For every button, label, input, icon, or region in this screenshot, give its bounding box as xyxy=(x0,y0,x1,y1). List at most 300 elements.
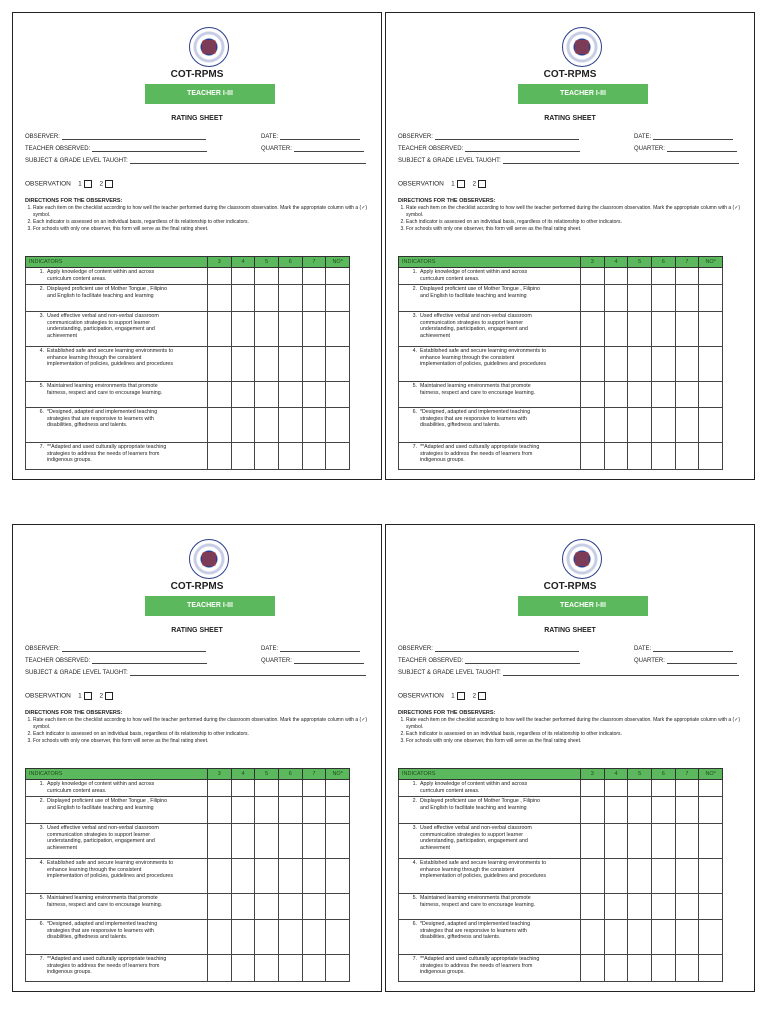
date-line[interactable] xyxy=(653,134,733,140)
rating-cell[interactable] xyxy=(302,312,326,347)
quarter-line[interactable] xyxy=(667,658,737,664)
observer-field[interactable] xyxy=(25,134,206,140)
rating-cell[interactable] xyxy=(302,347,326,382)
date-label: DATE: xyxy=(634,646,652,652)
rating-cell[interactable] xyxy=(302,443,326,470)
rating-cell[interactable] xyxy=(604,859,628,894)
rating-cell[interactable] xyxy=(675,285,699,312)
table-header-row xyxy=(26,257,350,268)
subject-grade-line[interactable] xyxy=(503,670,739,676)
rating-cell[interactable] xyxy=(278,285,302,312)
rating-cell[interactable] xyxy=(675,347,699,382)
teacher-observed-line[interactable] xyxy=(92,146,207,152)
rating-cell[interactable] xyxy=(326,780,350,797)
observation-option-1-label: 1 xyxy=(451,692,455,700)
indicator-cell xyxy=(26,443,208,470)
rating-cell[interactable] xyxy=(699,443,723,470)
indicator-number: 1. xyxy=(39,269,44,275)
indicator-cell xyxy=(26,780,208,797)
direction-item: 1. Rate each item on the checklist according to how well the teacher performed during the classroom observation. Mark the appropriate column with a (✓) symbol. xyxy=(33,205,375,219)
rating-cell[interactable] xyxy=(699,312,723,347)
rating-cell[interactable] xyxy=(326,797,350,824)
indicator-row xyxy=(26,312,350,347)
teacher-observed-field[interactable] xyxy=(398,146,580,152)
rating-cell[interactable] xyxy=(255,894,279,920)
teacher-observed-line[interactable] xyxy=(465,658,580,664)
rating-cell[interactable] xyxy=(699,285,723,312)
indicator-row xyxy=(399,955,723,982)
rating-cell[interactable] xyxy=(208,780,232,797)
indicator-cell xyxy=(26,920,208,955)
rating-cell[interactable] xyxy=(255,268,279,285)
rating-cell[interactable] xyxy=(208,312,232,347)
rating-cell[interactable] xyxy=(208,268,232,285)
rating-cell[interactable] xyxy=(231,797,255,824)
subject-grade-field[interactable] xyxy=(25,670,366,676)
directions-heading: DIRECTIONS FOR THE OBSERVERS: xyxy=(398,198,496,204)
rating-cell[interactable] xyxy=(581,894,605,920)
rating-cell[interactable] xyxy=(628,955,652,982)
indicators-header: INDICATORS xyxy=(399,257,581,268)
teacher-observed-field[interactable] xyxy=(25,658,207,664)
indicator-row xyxy=(26,382,350,408)
rating-cell[interactable] xyxy=(628,894,652,920)
observation-2-checkbox[interactable] xyxy=(105,692,113,700)
indicator-row xyxy=(26,955,350,982)
rating-cell[interactable] xyxy=(604,268,628,285)
score-6-header: 6 xyxy=(651,769,675,780)
rating-cell[interactable] xyxy=(208,824,232,859)
rating-cell[interactable] xyxy=(581,347,605,382)
rating-cell[interactable] xyxy=(628,859,652,894)
rating-cell[interactable] xyxy=(675,382,699,408)
rating-cell[interactable] xyxy=(231,920,255,955)
rating-cell[interactable] xyxy=(278,408,302,443)
quarter-label: QUARTER: xyxy=(261,658,292,664)
direction-item: 3. For schools with only one observer, this form will serve as the final rating sheet. xyxy=(33,226,375,233)
rating-cell[interactable] xyxy=(581,443,605,470)
indicator-number: 2. xyxy=(412,286,417,292)
indicator-number: 1. xyxy=(412,269,417,275)
observer-line[interactable] xyxy=(62,134,206,140)
observer-field[interactable] xyxy=(398,646,579,652)
indicators-header: INDICATORS xyxy=(26,769,208,780)
score-7-header: 7 xyxy=(302,769,326,780)
observation-option-1-label: 1 xyxy=(78,692,82,700)
quarter-label: QUARTER: xyxy=(634,146,665,152)
rating-cell[interactable] xyxy=(231,780,255,797)
observer-line[interactable] xyxy=(62,646,206,652)
score-7-header: 7 xyxy=(302,257,326,268)
rating-cell[interactable] xyxy=(628,347,652,382)
score-7-header: 7 xyxy=(675,257,699,268)
rating-cell[interactable] xyxy=(231,268,255,285)
subject-grade-line[interactable] xyxy=(130,158,366,164)
rating-cell[interactable] xyxy=(651,285,675,312)
rating-cell[interactable] xyxy=(675,312,699,347)
subject-grade-field[interactable] xyxy=(25,158,366,164)
teacher-level-band: TEACHER I-III xyxy=(518,596,648,616)
rating-cell[interactable] xyxy=(231,312,255,347)
observation-1-checkbox[interactable] xyxy=(457,692,465,700)
rating-cell[interactable] xyxy=(302,382,326,408)
indicators-rating-table xyxy=(398,256,723,470)
rating-cell[interactable] xyxy=(628,780,652,797)
rating-cell[interactable] xyxy=(302,894,326,920)
indicator-number: 2. xyxy=(412,798,417,804)
observation-2-checkbox[interactable] xyxy=(478,692,486,700)
rating-cell[interactable] xyxy=(628,312,652,347)
date-field[interactable] xyxy=(261,646,360,652)
observation-1-checkbox[interactable] xyxy=(457,180,465,188)
rating-cell[interactable] xyxy=(699,797,723,824)
rating-cell[interactable] xyxy=(326,312,350,347)
rating-cell[interactable] xyxy=(326,443,350,470)
rating-cell[interactable] xyxy=(255,797,279,824)
quarter-field[interactable] xyxy=(634,658,737,664)
rating-cell[interactable] xyxy=(675,859,699,894)
rating-cell[interactable] xyxy=(604,312,628,347)
rating-cell[interactable] xyxy=(255,408,279,443)
rating-sheet-heading: RATING SHEET xyxy=(171,115,223,122)
indicator-text: *Designed, adapted and implemented teaching strategies that are responsive to learners with disabilities, giftedness and talents. xyxy=(420,921,531,940)
rating-cell[interactable] xyxy=(302,797,326,824)
rating-cell[interactable] xyxy=(208,955,232,982)
rating-cell[interactable] xyxy=(675,443,699,470)
observation-1-checkbox[interactable] xyxy=(84,180,92,188)
rating-cell[interactable] xyxy=(302,268,326,285)
rating-cell[interactable] xyxy=(675,955,699,982)
quarter-line[interactable] xyxy=(667,146,737,152)
rating-cell[interactable] xyxy=(278,780,302,797)
rating-cell[interactable] xyxy=(231,285,255,312)
rating-cell[interactable] xyxy=(651,312,675,347)
rating-cell[interactable] xyxy=(255,443,279,470)
rating-cell[interactable] xyxy=(581,312,605,347)
rating-cell[interactable] xyxy=(231,347,255,382)
rating-cell[interactable] xyxy=(628,824,652,859)
rating-cell[interactable] xyxy=(581,268,605,285)
rating-cell[interactable] xyxy=(604,408,628,443)
rating-cell[interactable] xyxy=(278,797,302,824)
rating-cell[interactable] xyxy=(699,824,723,859)
rating-cell[interactable] xyxy=(651,347,675,382)
rating-cell[interactable] xyxy=(628,920,652,955)
rating-cell[interactable] xyxy=(326,285,350,312)
rating-cell[interactable] xyxy=(699,347,723,382)
rating-cell[interactable] xyxy=(255,312,279,347)
subject-grade-field[interactable] xyxy=(398,158,739,164)
indicator-number: 7. xyxy=(39,444,44,450)
rating-cell[interactable] xyxy=(208,797,232,824)
rating-cell[interactable] xyxy=(326,382,350,408)
rating-cell[interactable] xyxy=(651,797,675,824)
rating-cell[interactable] xyxy=(278,894,302,920)
rating-cell[interactable] xyxy=(326,894,350,920)
rating-cell[interactable] xyxy=(699,408,723,443)
rating-cell[interactable] xyxy=(651,955,675,982)
rating-cell[interactable] xyxy=(208,347,232,382)
indicator-row xyxy=(399,408,723,443)
rating-cell[interactable] xyxy=(604,894,628,920)
rating-cell[interactable] xyxy=(699,268,723,285)
rating-cell[interactable] xyxy=(651,408,675,443)
quarter-line[interactable] xyxy=(294,658,364,664)
rating-cell[interactable] xyxy=(651,780,675,797)
indicator-cell xyxy=(26,894,208,920)
rating-cell[interactable] xyxy=(208,382,232,408)
rating-cell[interactable] xyxy=(651,894,675,920)
subject-grade-line[interactable] xyxy=(503,158,739,164)
rating-cell[interactable] xyxy=(581,382,605,408)
rating-cell[interactable] xyxy=(699,382,723,408)
indicator-row xyxy=(26,859,350,894)
rating-cell[interactable] xyxy=(699,920,723,955)
observation-selector xyxy=(398,180,492,188)
date-field[interactable] xyxy=(634,134,733,140)
rating-cell[interactable] xyxy=(255,955,279,982)
rating-cell[interactable] xyxy=(628,408,652,443)
rating-cell[interactable] xyxy=(604,955,628,982)
teacher-observed-line[interactable] xyxy=(92,658,207,664)
indicators-rating-table xyxy=(398,768,723,982)
rating-cell[interactable] xyxy=(581,408,605,443)
not-observed-header: NO* xyxy=(699,769,723,780)
indicator-cell xyxy=(399,312,581,347)
indicator-number: 3. xyxy=(412,313,417,319)
rating-cell[interactable] xyxy=(628,382,652,408)
rating-cell[interactable] xyxy=(326,920,350,955)
indicator-number: 7. xyxy=(412,444,417,450)
observer-label: OBSERVER: xyxy=(25,134,60,140)
rating-cell[interactable] xyxy=(255,285,279,312)
date-line[interactable] xyxy=(280,646,360,652)
rating-cell[interactable] xyxy=(604,347,628,382)
rating-cell[interactable] xyxy=(208,285,232,312)
date-line[interactable] xyxy=(653,646,733,652)
rating-cell[interactable] xyxy=(326,268,350,285)
rating-cell[interactable] xyxy=(581,859,605,894)
rating-cell[interactable] xyxy=(604,780,628,797)
rating-cell[interactable] xyxy=(231,894,255,920)
rating-cell[interactable] xyxy=(255,347,279,382)
rating-cell[interactable] xyxy=(604,285,628,312)
indicator-text: Maintained learning environments that promote fairness, respect and care to encourage learning. xyxy=(420,895,536,908)
rating-cell[interactable] xyxy=(699,780,723,797)
rating-cell[interactable] xyxy=(278,268,302,285)
rating-cell[interactable] xyxy=(231,443,255,470)
rating-cell[interactable] xyxy=(699,894,723,920)
rating-cell[interactable] xyxy=(255,824,279,859)
rating-cell[interactable] xyxy=(302,920,326,955)
rating-cell[interactable] xyxy=(231,824,255,859)
indicator-row xyxy=(399,312,723,347)
indicator-cell xyxy=(26,268,208,285)
teacher-level-band: TEACHER I-III xyxy=(145,84,275,104)
direction-item: 2. Each indicator is assessed on an individual basis, regardless of its relationship to other indicators. xyxy=(33,219,375,226)
teacher-observed-line[interactable] xyxy=(465,146,580,152)
table-header-row xyxy=(26,769,350,780)
subject-grade-field[interactable] xyxy=(398,670,739,676)
indicator-cell xyxy=(399,955,581,982)
indicator-cell xyxy=(399,894,581,920)
observer-field[interactable] xyxy=(25,646,206,652)
rating-cell[interactable] xyxy=(326,955,350,982)
date-line[interactable] xyxy=(280,134,360,140)
rating-cell[interactable] xyxy=(278,859,302,894)
rating-cell[interactable] xyxy=(231,955,255,982)
indicator-cell xyxy=(26,955,208,982)
rating-cell[interactable] xyxy=(604,382,628,408)
rating-cell[interactable] xyxy=(278,443,302,470)
rating-cell[interactable] xyxy=(255,859,279,894)
teacher-observed-field[interactable] xyxy=(25,146,207,152)
rating-cell[interactable] xyxy=(302,780,326,797)
quarter-line[interactable] xyxy=(294,146,364,152)
rating-cell[interactable] xyxy=(604,443,628,470)
score-3-header: 3 xyxy=(581,769,605,780)
rating-cell[interactable] xyxy=(651,859,675,894)
quarter-field[interactable] xyxy=(261,146,364,152)
rating-cell[interactable] xyxy=(675,408,699,443)
rating-cell[interactable] xyxy=(628,285,652,312)
rating-cell[interactable] xyxy=(231,859,255,894)
direction-item: 2. Each indicator is assessed on an individual basis, regardless of its relationship to other indicators. xyxy=(406,731,748,738)
rating-cell[interactable] xyxy=(326,347,350,382)
rating-cell[interactable] xyxy=(278,824,302,859)
indicator-row xyxy=(399,443,723,470)
rating-cell[interactable] xyxy=(278,382,302,408)
indicator-number: 6. xyxy=(412,409,417,415)
rating-cell[interactable] xyxy=(231,408,255,443)
observation-2-checkbox[interactable] xyxy=(478,180,486,188)
rating-cell[interactable] xyxy=(675,920,699,955)
rating-cell[interactable] xyxy=(699,859,723,894)
score-6-header: 6 xyxy=(278,769,302,780)
rating-cell[interactable] xyxy=(628,268,652,285)
rating-cell[interactable] xyxy=(581,285,605,312)
subject-grade-line[interactable] xyxy=(130,670,366,676)
observer-line[interactable] xyxy=(435,134,579,140)
score-3-header: 3 xyxy=(208,769,232,780)
observer-field[interactable] xyxy=(398,134,579,140)
indicator-cell xyxy=(26,382,208,408)
rating-cell[interactable] xyxy=(581,920,605,955)
direction-item: 2. Each indicator is assessed on an individual basis, regardless of its relationship to other indicators. xyxy=(406,219,748,226)
rating-cell[interactable] xyxy=(208,408,232,443)
quarter-field[interactable] xyxy=(634,146,737,152)
quarter-field[interactable] xyxy=(261,658,364,664)
rating-cell[interactable] xyxy=(604,797,628,824)
date-label: DATE: xyxy=(261,134,279,140)
indicator-row xyxy=(399,347,723,382)
rating-cell[interactable] xyxy=(581,955,605,982)
indicator-text: Displayed proficient use of Mother Tongue , Filipino and English to facilitate teaching and learning xyxy=(420,286,541,299)
rating-cell[interactable] xyxy=(651,920,675,955)
rating-cell[interactable] xyxy=(628,797,652,824)
rating-sheet-2 xyxy=(385,12,755,480)
teacher-observed-field[interactable] xyxy=(398,658,580,664)
indicator-row xyxy=(26,824,350,859)
score-5-header: 5 xyxy=(255,769,279,780)
rating-cell[interactable] xyxy=(675,797,699,824)
date-field[interactable] xyxy=(261,134,360,140)
indicator-text: Established safe and secure learning environments to enhance learning through the consistent implementation of policies, guidelines and procedures xyxy=(47,860,174,879)
observer-line[interactable] xyxy=(435,646,579,652)
rating-cell[interactable] xyxy=(255,382,279,408)
rating-cell[interactable] xyxy=(675,824,699,859)
rating-cell[interactable] xyxy=(302,408,326,443)
indicator-cell xyxy=(399,443,581,470)
rating-cell[interactable] xyxy=(278,920,302,955)
rating-cell[interactable] xyxy=(208,443,232,470)
indicator-cell xyxy=(26,859,208,894)
rating-cell[interactable] xyxy=(651,382,675,408)
rating-cell[interactable] xyxy=(604,920,628,955)
indicator-cell xyxy=(399,859,581,894)
indicator-cell xyxy=(399,382,581,408)
observation-2-checkbox[interactable] xyxy=(105,180,113,188)
rating-cell[interactable] xyxy=(699,955,723,982)
rating-cell[interactable] xyxy=(302,859,326,894)
rating-cell[interactable] xyxy=(302,285,326,312)
indicator-cell xyxy=(26,285,208,312)
indicator-row xyxy=(399,920,723,955)
indicator-number: 2. xyxy=(39,798,44,804)
rating-cell[interactable] xyxy=(326,824,350,859)
rating-cell[interactable] xyxy=(675,780,699,797)
rating-cell[interactable] xyxy=(326,408,350,443)
rating-cell[interactable] xyxy=(675,268,699,285)
rating-cell[interactable] xyxy=(326,859,350,894)
rating-cell[interactable] xyxy=(255,920,279,955)
direction-item: 3. For schools with only one observer, this form will serve as the final rating sheet. xyxy=(33,738,375,745)
observation-1-checkbox[interactable] xyxy=(84,692,92,700)
observation-selector xyxy=(398,692,492,700)
observation-option-1-label: 1 xyxy=(451,180,455,188)
rating-cell[interactable] xyxy=(651,443,675,470)
subject-grade-label: SUBJECT & GRADE LEVEL TAUGHT: xyxy=(398,670,501,676)
rating-cell[interactable] xyxy=(302,824,326,859)
rating-cell[interactable] xyxy=(208,920,232,955)
score-5-header: 5 xyxy=(628,769,652,780)
date-label: DATE: xyxy=(634,134,652,140)
rating-cell[interactable] xyxy=(278,312,302,347)
score-4-header: 4 xyxy=(231,257,255,268)
rating-cell[interactable] xyxy=(255,780,279,797)
teacher-level-band: TEACHER I-III xyxy=(518,84,648,104)
rating-cell[interactable] xyxy=(651,268,675,285)
rating-cell[interactable] xyxy=(231,382,255,408)
rating-cell[interactable] xyxy=(651,824,675,859)
rating-cell[interactable] xyxy=(604,824,628,859)
rating-cell[interactable] xyxy=(675,894,699,920)
rating-cell[interactable] xyxy=(302,955,326,982)
rating-cell[interactable] xyxy=(581,824,605,859)
rating-cell[interactable] xyxy=(628,443,652,470)
teacher-observed-label: TEACHER OBSERVED: xyxy=(398,658,464,664)
indicator-text: Displayed proficient use of Mother Tongue , Filipino and English to facilitate teaching and learning xyxy=(47,286,168,299)
indicator-row xyxy=(26,268,350,285)
rating-cell[interactable] xyxy=(581,780,605,797)
rating-cell[interactable] xyxy=(581,797,605,824)
rating-cell[interactable] xyxy=(208,859,232,894)
rating-cell[interactable] xyxy=(208,894,232,920)
rating-cell[interactable] xyxy=(278,955,302,982)
indicators-rating-table xyxy=(25,256,350,470)
rating-cell[interactable] xyxy=(278,347,302,382)
date-field[interactable] xyxy=(634,646,733,652)
